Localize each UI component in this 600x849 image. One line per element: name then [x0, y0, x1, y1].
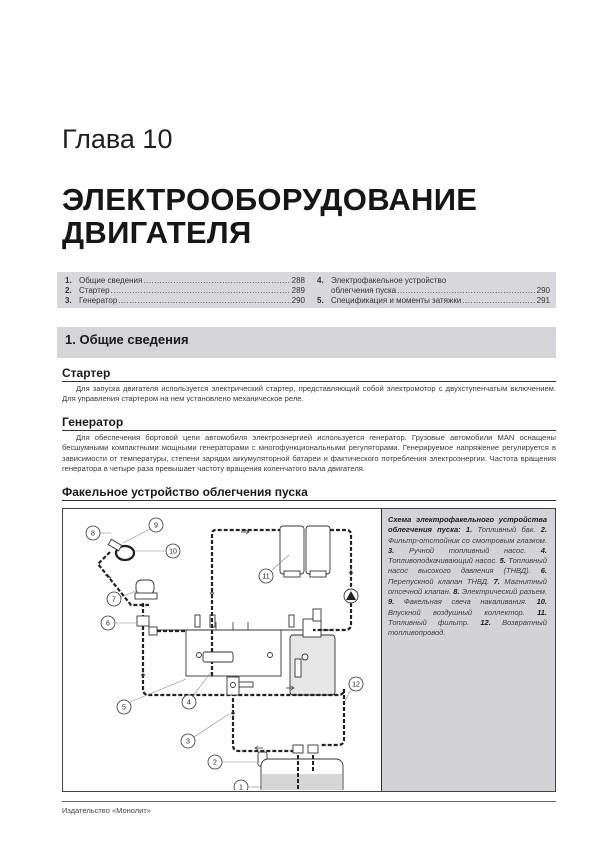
flame-start-diagram: [63, 509, 381, 790]
svg-text:9: 9: [154, 522, 158, 530]
svg-text:4: 4: [187, 699, 191, 707]
section-title: 1. Общие сведения: [65, 332, 189, 347]
legend-number: 3.: [388, 545, 395, 555]
legend-item: [453, 587, 547, 596]
bypass-valve-shape: [137, 616, 149, 626]
legend-item: [388, 546, 526, 555]
callout-9: [123, 518, 163, 543]
svg-text:2: 2: [213, 759, 217, 767]
figure-caption: [381, 509, 555, 791]
legend-number: 4.: [540, 545, 548, 555]
svg-text:8: 8: [91, 530, 95, 538]
legend-item: [388, 597, 527, 606]
legend-text: Возвратный топливопровод.: [388, 617, 547, 638]
legend-number: 8.: [453, 587, 460, 597]
generator-paragraph: Для обеспечения бортовой цепи автомобиля электроэнергией используется генератор. Грузовые автомобили MAN оснащены бесшумными компактными мощными генераторами с многофункциональными регуляторами. Генерируемое напряжение регулируется в зависимости от температуры, степени зарядки аккумуляторной батареи и фактического потребления электроэнергии. Частота вращения генератора в четыре раза превышает частоту вращения коленчатого вала двигателя.: [62, 433, 556, 473]
callout-8: [86, 526, 111, 540]
svg-text:6: 6: [106, 620, 110, 628]
callout-12: [345, 677, 363, 701]
feed-pump-shape: [203, 652, 233, 662]
chapter-title-line-1: ЭЛЕКТРООБОРУДОВАНИЕ: [62, 182, 478, 217]
section-header: [57, 327, 556, 358]
toc-item[interactable]: [65, 286, 305, 296]
callout-6: [101, 616, 136, 630]
toc-leader-dots: [111, 286, 291, 296]
legend-text: Ручной топливный насос.: [408, 545, 527, 555]
toc-item-number: 4.: [317, 276, 324, 285]
toc-item-number: 2.: [65, 286, 72, 295]
callout-3: [181, 714, 229, 748]
legend-text: Топливоподкачивающий насос.: [388, 556, 498, 566]
caption-title: Схема электрофакельного устройства облегчения пуска:: [388, 515, 547, 535]
svg-text:10: 10: [169, 548, 177, 556]
toc-item[interactable]: [317, 296, 550, 306]
generator-heading: Генератор: [62, 415, 556, 431]
legend-text: Впускной воздушный коллектор.: [388, 607, 525, 617]
toc-item-page: 288: [291, 276, 305, 285]
toc-leader-dots: [462, 296, 535, 306]
toc-item-number: 1.: [65, 276, 72, 285]
svg-text:7: 7: [112, 596, 116, 604]
legend-text: Топливный насос высокого давления (ТНВД).: [388, 556, 547, 576]
table-of-contents: [57, 272, 556, 308]
toc-item-page: 290: [536, 286, 550, 295]
toc-item[interactable]: [317, 276, 550, 286]
toc-column-right: [317, 276, 550, 306]
toc-item-page: 291: [536, 296, 550, 305]
toc-item-page: 290: [291, 296, 305, 305]
chapter-title: [62, 183, 477, 249]
callout-1: [234, 780, 262, 790]
toc-item-title: Спецификация и моменты затяжки: [331, 296, 462, 305]
svg-text:12: 12: [352, 681, 360, 689]
legend-number: 2.: [540, 525, 547, 535]
legend-number: 7.: [493, 576, 500, 586]
solenoid-valve-shape: [136, 580, 154, 594]
toc-leader-dots: [118, 296, 290, 306]
legend-text: Топливный фильтр.: [388, 617, 470, 627]
toc-item-title: Генератор: [79, 296, 118, 305]
svg-text:5: 5: [122, 704, 126, 712]
flame-start-figure: [62, 508, 556, 792]
callout-2: [208, 755, 258, 769]
legend-item: [466, 525, 536, 534]
legend-number: 1.: [465, 525, 473, 535]
footer-divider: [62, 801, 556, 802]
callout-5: [117, 679, 186, 714]
starter-heading: Стартер: [62, 366, 556, 382]
toc-item-title: Общие сведения: [79, 276, 143, 285]
toc-item-number: 5.: [317, 296, 324, 305]
fuel-filter-shape: [280, 526, 304, 574]
legend-text: Перепускной клапан ТНВД.: [388, 576, 490, 586]
legend-number: 11.: [537, 607, 548, 617]
chapter-title-line-2: ДВИГАТЕЛЯ: [62, 215, 252, 250]
toc-column-left: [65, 276, 305, 306]
toc-leader-dots: [397, 286, 536, 296]
chapter-label: Глава 10: [62, 124, 173, 154]
toc-item-number: 3.: [65, 296, 72, 305]
toc-item[interactable]: [65, 296, 305, 306]
starter-paragraph: Для запуска двигателя используется электрический стартер, представляющий собой электромотор с двухступенчатым включением. Для управления стартером на нем установлено механическое реле.: [62, 384, 556, 404]
legend-number: 5.: [499, 556, 506, 566]
legend-text: Факельная свеча накаливания.: [403, 597, 527, 607]
toc-item-page: 289: [291, 286, 305, 295]
legend-number: 9.: [388, 597, 395, 607]
svg-text:1: 1: [239, 784, 243, 790]
legend-text: Магнитный отсечной клапан.: [388, 576, 547, 597]
toc-item-title: Электрофакельное устройство: [331, 276, 447, 285]
legend-number: 10.: [536, 597, 548, 607]
footer-publisher: Издательство «Монолит»: [62, 806, 151, 815]
legend-number: 12.: [480, 617, 491, 627]
flame-start-heading: Факельное устройство облегчения пуска: [62, 485, 556, 501]
toc-item-title: Стартер: [79, 286, 110, 295]
legend-text: Фильтр-отстойник со смотровым глазком.: [388, 535, 547, 545]
legend-number: 6.: [540, 566, 547, 576]
svg-text:3: 3: [186, 738, 190, 746]
legend-text: Топливный бак.: [477, 525, 536, 535]
svg-text:11: 11: [262, 573, 270, 581]
toc-item[interactable]: [65, 276, 305, 286]
toc-item-continuation[interactable]: [317, 286, 550, 296]
toc-leader-dots: [143, 276, 290, 286]
toc-item-title-cont: облегчения пуска: [331, 286, 397, 295]
callout-4: [182, 672, 211, 709]
legend-text: Электрический разъем.: [461, 587, 547, 597]
callout-10: [135, 544, 180, 558]
